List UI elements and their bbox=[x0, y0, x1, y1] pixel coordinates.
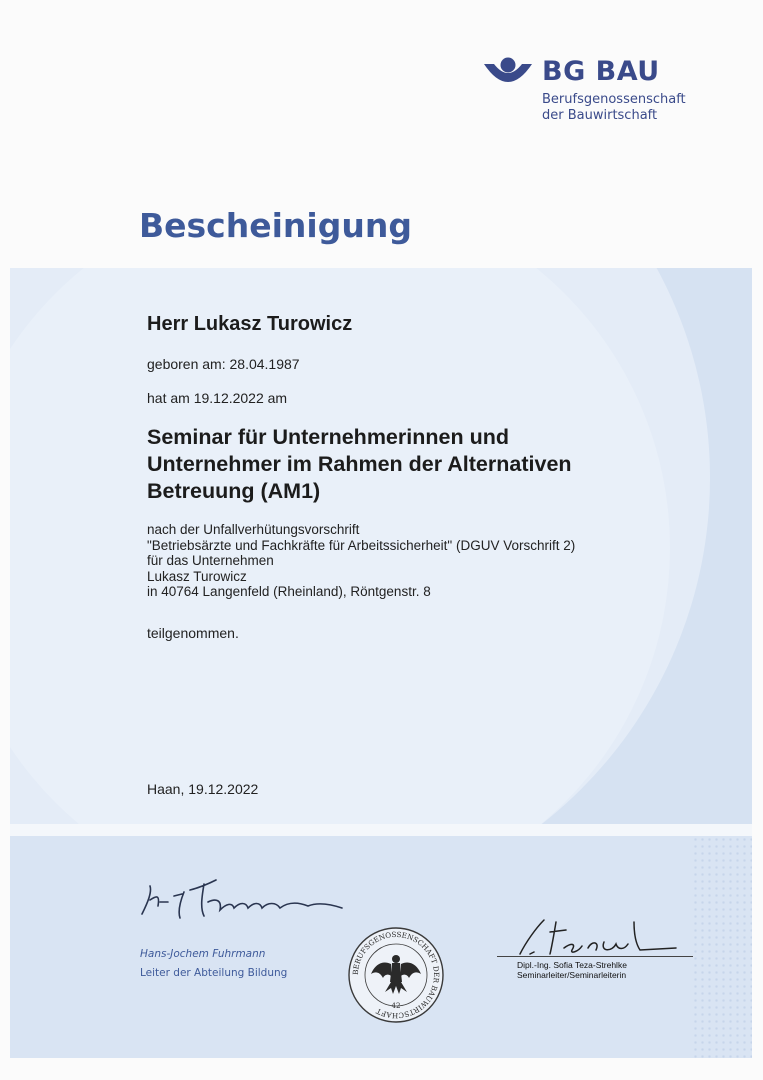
company-name: Lukasz Turowicz bbox=[147, 568, 247, 584]
regulation-details bbox=[147, 522, 575, 600]
seal-number: 42 bbox=[391, 1002, 401, 1010]
seminar-title-line-3: Betreuung (AM1) bbox=[147, 479, 321, 503]
detail-line-1: nach der Unfallverhütungsvorschrift bbox=[147, 522, 360, 537]
left-signature-image bbox=[138, 872, 358, 932]
birth-date-line: geboren am: 28.04.1987 bbox=[147, 356, 300, 372]
seminar-title-line-2: Unternehmer im Rahmen der Alternativen bbox=[147, 452, 572, 476]
signature-line bbox=[497, 956, 693, 957]
detail-line-3: für das Unternehmen bbox=[147, 553, 274, 568]
recipient-name: Herr Lukasz Turowicz bbox=[147, 313, 353, 335]
right-signature-image bbox=[500, 914, 700, 958]
seal-text: BERUFSGENOSSENSCHAFT DER BAUWIRTSCHAFT bbox=[350, 929, 442, 1021]
logo-subtitle-line-2: der Bauwirtschaft bbox=[542, 108, 658, 123]
right-signatory-role: Seminarleiter/Seminarleiterin bbox=[517, 970, 627, 980]
seminar-title bbox=[147, 424, 572, 505]
band-divider bbox=[10, 824, 752, 836]
participation-closing: teilgenommen. bbox=[147, 625, 239, 641]
place-date: Haan, 19.12.2022 bbox=[147, 781, 259, 797]
logo-subtitle bbox=[542, 92, 686, 124]
seminar-title-line-1: Seminar für Unternehmerinnen und bbox=[147, 425, 509, 449]
detail-line-2: "Betriebsärzte und Fachkräfte für Arbeitssicherheit" (DGUV Vorschrift 2) bbox=[147, 537, 576, 553]
left-signatory-role: Leiter der Abteilung Bildung bbox=[140, 967, 288, 979]
seminar-date-line: hat am 19.12.2022 am bbox=[147, 390, 288, 406]
right-signatory-name: Dipl.-Ing. Sofia Teza-Strehlke bbox=[517, 960, 627, 970]
document-title: Bescheinigung bbox=[139, 206, 412, 245]
logo-title: BG BAU bbox=[542, 56, 660, 87]
dot-pattern bbox=[692, 836, 752, 1058]
logo-subtitle-line-1: Berufsgenossenschaft bbox=[542, 92, 686, 107]
bg-bau-logo-icon bbox=[482, 56, 534, 96]
official-seal bbox=[347, 926, 445, 1024]
left-signatory-name: Hans-Jochem Fuhrmann bbox=[140, 948, 266, 960]
company-address: in 40764 Langenfeld (Rheinland), Röntgenstr. 8 bbox=[147, 584, 431, 599]
